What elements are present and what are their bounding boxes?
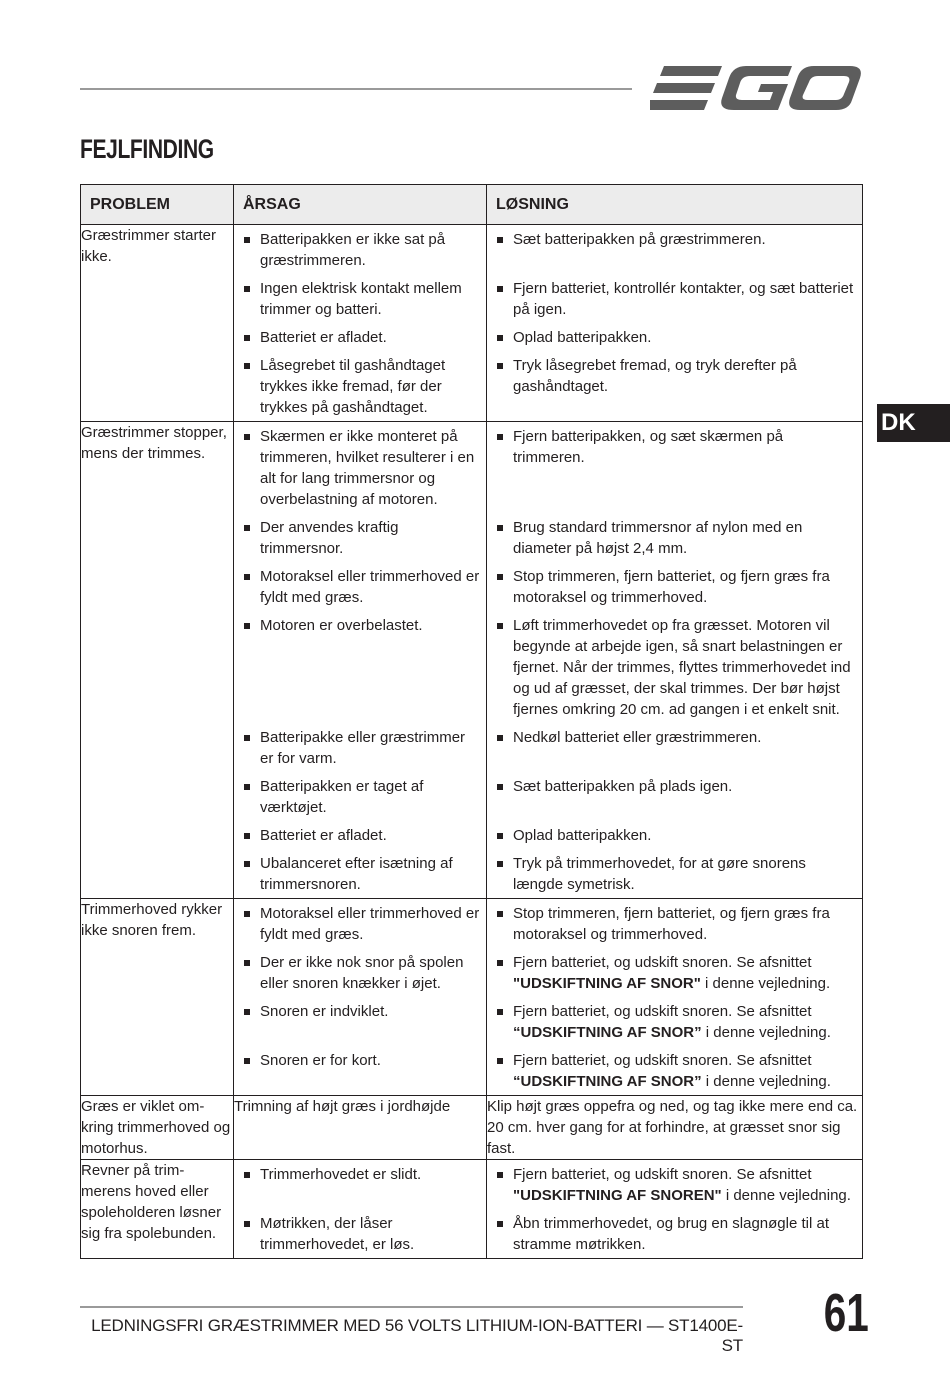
list-item: Trimmerhovedet er slidt. (240, 1164, 480, 1206)
cause-cell (234, 422, 487, 899)
list-item: Tryk låsegrebet fremad, og tryk derefter på gashåndtaget. (493, 355, 856, 418)
list-item: Batteripakken er ikke sat på græstrimmeren. (240, 229, 480, 271)
list-item: Oplad batteripakken. (493, 327, 856, 348)
solution-cell: Klip højt græs oppefra og ned, og tag ikke mere end ca. 20 cm. hver gang for at forhindre, at græsset snor sig fast. (487, 1096, 863, 1160)
list-item: Der er ikke nok snor på spolen eller snoren knækker i øjet. (240, 952, 480, 994)
list-item: Skærmen er ikke monteret på trimmeren, hvilket resulterer i en alt for lang trimmersnor og overbelastning af motoren. (240, 426, 480, 510)
list-item: Sæt batteripakken på græstrimmeren. (493, 229, 856, 271)
list-item: Sæt batteripakken på plads igen. (493, 776, 856, 818)
cause-cell (234, 225, 487, 422)
list-item: Åbn trimmerhovedet, og brug en slagnøgle til at stramme møtrikken. (493, 1213, 856, 1255)
problem-cell: Græs er viklet om-kring trimmerhoved og motorhus. (81, 1096, 234, 1160)
list-item: Snoren er for kort. (240, 1050, 480, 1092)
cause-cell (234, 1160, 487, 1259)
list-item (493, 1050, 856, 1092)
solution-text: i denne vejledning. (701, 1024, 831, 1041)
troubleshooting-table (80, 184, 863, 1259)
list-item: Nedkøl batteriet eller græstrimmeren. (493, 727, 856, 769)
cause-cell: Trimning af højt græs i jordhøjde (234, 1096, 487, 1160)
header-rule (80, 88, 632, 90)
list-item (493, 952, 856, 994)
list-item: Batteripakken er taget af værktøjet. (240, 776, 480, 818)
list-item: Der anvendes kraftig trimmersnor. (240, 517, 480, 559)
table-row (81, 899, 863, 1096)
language-tab: DK (877, 404, 950, 442)
solution-text: Fjern batteriet, og udskift snoren. Se afsnittet (513, 1052, 812, 1069)
solution-cell (487, 899, 863, 1096)
page-number: 61 (823, 1283, 869, 1343)
table-row (81, 1096, 863, 1160)
section-reference: “UDSKIFTNING AF SNOR” (513, 1024, 702, 1041)
list-item: Motoren er overbelastet. (240, 615, 480, 720)
list-item: Ingen elektrisk kontakt mellem trimmer og batteri. (240, 278, 480, 320)
problem-cell: Trimmerhoved rykker ikke snoren frem. (81, 899, 234, 1096)
list-item: Batteriet er afladet. (240, 327, 480, 348)
list-item: Fjern batteripakken, og sæt skærmen på trimmeren. (493, 426, 856, 510)
list-item: Ubalanceret efter isætning af trimmersnoren. (240, 853, 480, 895)
section-reference: "UDSKIFTNING AF SNOREN" (513, 1187, 722, 1204)
column-header-solution: LØSNING (487, 185, 863, 225)
problem-cell: Græstrimmer starter ikke. (81, 225, 234, 422)
solution-text: i denne vejledning. (700, 975, 831, 992)
table-row (81, 225, 863, 422)
table-row (81, 422, 863, 899)
column-header-cause: ÅRSAG (234, 185, 487, 225)
list-item (493, 1164, 856, 1206)
section-reference: "UDSKIFTNING AF SNOR" (513, 975, 701, 992)
footer-text: LEDNINGSFRI GRÆSTRIMMER MED 56 VOLTS LITHIUM-ION-BATTERI — ST1400E-ST (91, 1316, 743, 1355)
solution-cell (487, 1160, 863, 1259)
solution-text: Fjern batteriet, og udskift snoren. Se afsnittet (513, 1166, 812, 1183)
list-item: Brug standard trimmersnor af nylon med en diameter på højst 2,4 mm. (493, 517, 856, 559)
solution-text: Fjern batteriet, og udskift snoren. Se afsnittet (513, 1003, 812, 1020)
list-item: Snoren er indviklet. (240, 1001, 480, 1043)
ego-logo-icon (650, 62, 862, 114)
footer-rule (80, 1306, 743, 1308)
list-item: Møtrikken, der låser trimmerhovedet, er løs. (240, 1213, 480, 1255)
list-item: Batteripakke eller græstrimmer er for varm. (240, 727, 480, 769)
table-row (81, 1160, 863, 1259)
list-item (493, 1001, 856, 1043)
cause-cell (234, 899, 487, 1096)
list-item: Oplad batteripakken. (493, 825, 856, 846)
list-item: Motoraksel eller trimmerhoved er fyldt med græs. (240, 566, 480, 608)
list-item: Låsegrebet til gashåndtaget trykkes ikke fremad, før der trykkes på gashåndtaget. (240, 355, 480, 418)
solution-text: Fjern batteriet, og udskift snoren. Se afsnittet (513, 954, 812, 971)
list-item: Fjern batteriet, kontrollér kontakter, og sæt batteriet på igen. (493, 278, 856, 320)
list-item: Tryk på trimmerhovedet, for at gøre snorens længde symetrisk. (493, 853, 856, 895)
column-header-problem: PROBLEM (81, 185, 234, 225)
list-item: Motoraksel eller trimmerhoved er fyldt med græs. (240, 903, 480, 945)
solution-text: i denne vejledning. (721, 1187, 851, 1204)
list-item: Stop trimmeren, fjern batteriet, og fjern græs fra motoraksel og trimmerhoved. (493, 903, 856, 945)
problem-cell: Revner på trim-merens hoved eller spoleholderen løsner sig fra spolebunden. (81, 1160, 234, 1259)
solution-cell (487, 422, 863, 899)
list-item: Batteriet er afladet. (240, 825, 480, 846)
list-item: Stop trimmeren, fjern batteriet, og fjern græs fra motoraksel og trimmerhoved. (493, 566, 856, 608)
page-title: FEJLFINDING (80, 134, 214, 164)
problem-cell: Græstrimmer stopper, mens der trimmes. (81, 422, 234, 899)
list-item: Løft trimmerhovedet op fra græsset. Motoren vil begynde at arbejde igen, så snart belastningen er fjernet. Når der trimmes, flyttes trimmerhovedet ind og ud af græsset, der skal trimmes. Der bør højst fjernes omkring 20 cm. ad gangen i et enkelt snit. (493, 615, 856, 720)
solution-cell (487, 225, 863, 422)
solution-text: i denne vejledning. (701, 1073, 831, 1090)
table-header-row (81, 185, 863, 225)
section-reference: “UDSKIFTNING AF SNOR” (513, 1073, 702, 1090)
